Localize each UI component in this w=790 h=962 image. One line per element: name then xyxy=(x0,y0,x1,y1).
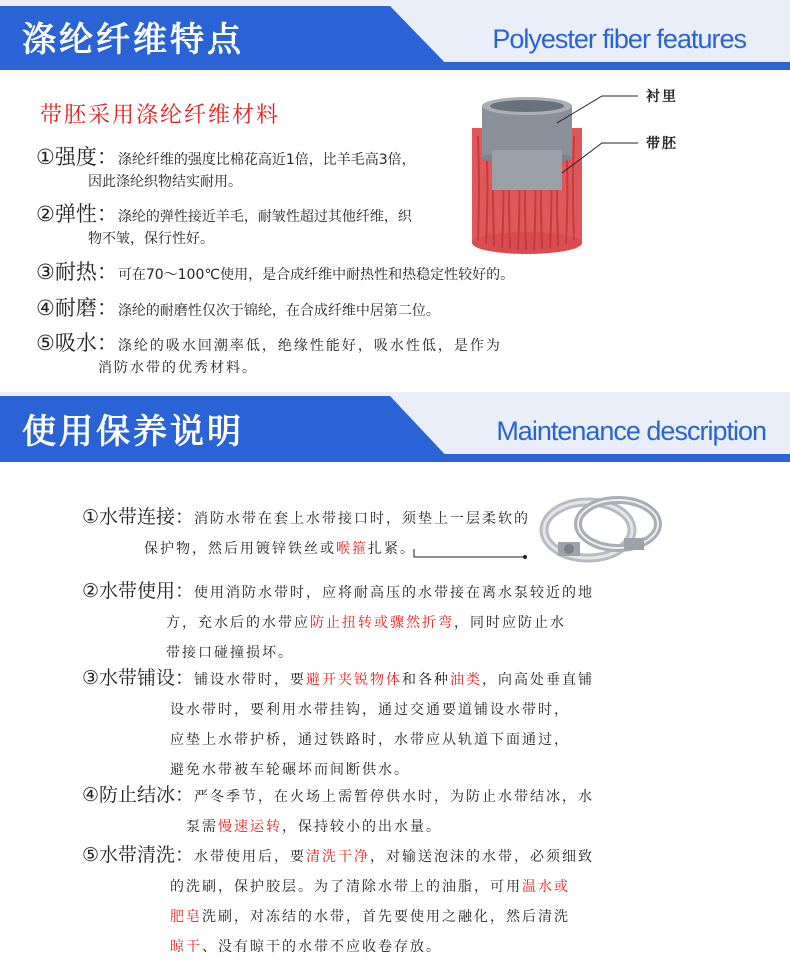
hose-cross-section-illustration xyxy=(462,88,662,258)
feature-label: ①强度： xyxy=(36,145,118,169)
label-lining: 衬里 xyxy=(646,89,678,105)
feature-label: ⑤吸水： xyxy=(36,331,118,355)
maintenance-line xyxy=(82,725,594,755)
maintenance-line xyxy=(82,576,594,608)
body-text: 泵需 xyxy=(186,819,218,835)
feature-label: ②弹性： xyxy=(36,202,118,226)
body-text: 严冬季节，在火场上需暂停供水时，为防止水带结冰，水 xyxy=(194,789,595,805)
section1-banner xyxy=(0,0,790,70)
maintenance-line xyxy=(82,932,594,962)
maintenance-label: ③水带铺设： xyxy=(82,667,195,689)
maintenance-line xyxy=(82,840,594,872)
body-text: ，同时应防止水 xyxy=(454,615,566,631)
section2-banner xyxy=(0,392,790,462)
highlight-text: 温水或 xyxy=(522,879,570,895)
maintenance-line xyxy=(82,780,594,812)
hose-clamp-image xyxy=(536,490,666,570)
body-text: 避免水带被车轮碾坏而间断供水。 xyxy=(170,762,410,778)
maintenance-line xyxy=(82,608,594,638)
body-text: 设水带时，要利用水带挂钩，通过交通要道铺设水带时， xyxy=(170,702,570,718)
feature-abrasion: ④耐磨：涤纶的耐磨性仅次于锦纶，在合成纤维中居第二位。 xyxy=(36,296,440,320)
feature-elasticity: ②弹性：涤纶的弹性接近羊毛，耐皱性超过其他纤维，织 物不皱，保行性好。 xyxy=(36,202,412,247)
maintenance-item xyxy=(82,663,594,785)
body-text: 方，充水后的水带应 xyxy=(166,615,310,631)
body-text: 水带使用后，要 xyxy=(194,849,307,865)
maintenance-line xyxy=(82,812,594,842)
body-text: 铺设水带时，要 xyxy=(194,672,307,688)
maintenance-item xyxy=(82,780,594,842)
maintenance-line xyxy=(82,663,594,695)
body-text: 、没有晾干的水带不应收卷存放。 xyxy=(202,939,442,955)
highlight-text: 清洗干净 xyxy=(306,849,371,865)
body-text: ，对输送泡沫的水带，必须细致 xyxy=(370,849,595,865)
section2-title: 使用保养说明 xyxy=(22,412,244,452)
body-text: 应垫上水带护桥，通过铁路时，水带应从轨道下面通过， xyxy=(170,732,570,748)
highlight-text: 晾干 xyxy=(170,939,202,955)
label-jacket: 带胚 xyxy=(646,136,678,152)
section1-title: 涤纶纤维特点 xyxy=(22,20,244,60)
maintenance-item xyxy=(82,576,594,668)
highlight-text: 肥皂 xyxy=(170,909,202,925)
body-text: 和各种 xyxy=(402,672,451,688)
feature-strength: ①强度：涤纶纤维的强度比棉花高近1倍，比羊毛高3倍， 因此涤纶织物结实耐用。 xyxy=(36,145,416,190)
body-text: 消防水带在套上水带接口时，须垫上一层柔软的 xyxy=(194,511,531,527)
section1-title-en: Polyester fiber features xyxy=(492,24,746,54)
feature-heat-resistance: ③耐热：可在70～100℃使用，是合成纤维中耐热性和热稳定性较好的。 xyxy=(36,260,515,284)
body-text: 带接口碰撞损坏。 xyxy=(166,645,294,661)
body-text: ，向高处垂直铺 xyxy=(482,672,595,688)
body-text: 洗刷，对冻结的水带，首先要使用之融化，然后清洗 xyxy=(202,909,570,925)
body-text: 使用消防水带时，应将耐高压的水带接在离水泵较近的地 xyxy=(194,585,595,601)
highlight-text: 慢速运转 xyxy=(218,819,282,835)
section1-subtitle: 带胚采用涤纶纤维材料 xyxy=(40,103,281,128)
maintenance-label: ②水带使用： xyxy=(82,580,195,602)
body-text: 的洗刷，保护胶层。为了清除水带上的油脂，可用 xyxy=(170,879,522,895)
feature-water-absorption: ⑤吸水：涤纶的吸水回潮率低，绝缘性能好，吸水性低，是作为 消防水带的优秀材料。 xyxy=(36,331,502,376)
pointer-line xyxy=(412,545,532,565)
highlight-text: 避开夹锐物体 xyxy=(306,672,403,688)
body-text: ，保持较小的出水量。 xyxy=(282,819,442,835)
feature-label: ④耐磨： xyxy=(36,296,118,320)
highlight-text: 喉箍 xyxy=(336,541,368,557)
maintenance-line xyxy=(82,502,530,534)
maintenance-label: ⑤水带清洗： xyxy=(82,844,195,866)
body-text: 扎紧。 xyxy=(368,541,416,557)
maintenance-item xyxy=(82,840,594,962)
feature-label: ③耐热： xyxy=(36,260,118,284)
maintenance-line xyxy=(82,872,594,902)
section2-title-en: Maintenance description xyxy=(496,416,766,446)
highlight-text: 防止扭转或骤然折弯 xyxy=(310,615,454,631)
maintenance-label: ④防止结冰： xyxy=(82,784,195,806)
highlight-text: 油类 xyxy=(450,672,483,688)
maintenance-label: ①水带连接： xyxy=(82,506,195,528)
body-text: 保护物，然后用镀锌铁丝或 xyxy=(144,541,336,557)
maintenance-line xyxy=(82,902,594,932)
maintenance-line xyxy=(82,695,594,725)
